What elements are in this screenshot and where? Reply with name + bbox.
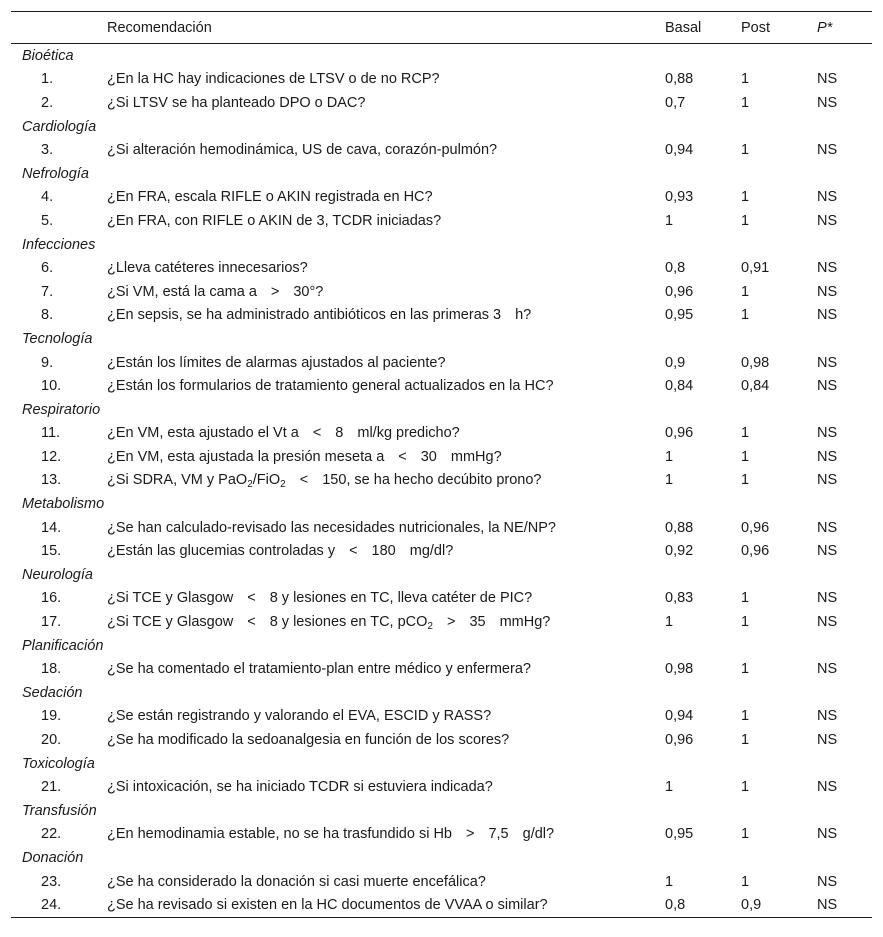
category-row xyxy=(11,634,872,658)
row-number: 2. xyxy=(41,94,54,111)
row-number: 9. xyxy=(41,354,54,371)
row-number: 5. xyxy=(41,212,54,229)
row-number: 6. xyxy=(41,260,54,277)
category-row xyxy=(11,162,872,186)
table-row xyxy=(11,893,872,917)
table-row xyxy=(11,610,872,634)
recommendation-text: ¿Lleva catéteres innecesarios? xyxy=(107,260,308,277)
post-value: 1 xyxy=(741,614,750,631)
subscript: 2 xyxy=(247,479,253,491)
table-row xyxy=(11,445,872,469)
p-value: NS xyxy=(817,448,838,465)
p-value: NS xyxy=(817,472,838,489)
recommendation-text: ¿Están los límites de alarmas ajustados al paciente? xyxy=(107,354,446,371)
recommendation-text: ¿En FRA, escala RIFLE o AKIN registrada en HC? xyxy=(107,189,433,206)
basal-value: 0,96 xyxy=(665,732,694,749)
text-part: mg/dl? xyxy=(409,543,454,560)
table-body xyxy=(11,44,872,918)
p-value: NS xyxy=(817,283,838,300)
p-value: NS xyxy=(817,826,838,843)
basal-value: 0,9 xyxy=(665,354,686,371)
text-part: g/dl? xyxy=(522,826,555,843)
row-number: 19. xyxy=(41,708,62,725)
recommendation-text: ¿Están los formularios de tratamiento general actualizados en la HC? xyxy=(107,378,554,395)
row-number: 12. xyxy=(41,448,62,465)
text-part: < xyxy=(312,425,322,442)
header-post: Post xyxy=(741,19,771,36)
text-part: ¿Si SDRA, VM y PaO xyxy=(107,472,248,489)
post-value: 1 xyxy=(741,661,750,678)
p-value: NS xyxy=(817,897,838,914)
p-value: NS xyxy=(817,94,838,111)
table-row xyxy=(11,374,872,398)
header-recommendation: Recomendación xyxy=(107,19,212,36)
row-number: 23. xyxy=(41,873,62,890)
category-row xyxy=(11,799,872,823)
text-part: < xyxy=(299,472,309,489)
table-container xyxy=(11,11,872,918)
post-value: 1 xyxy=(741,873,750,890)
post-value: 1 xyxy=(741,826,750,843)
text-part: 8 xyxy=(335,425,344,442)
post-value: 1 xyxy=(741,425,750,442)
p-value: NS xyxy=(817,307,838,324)
row-number: 14. xyxy=(41,519,62,536)
recommendation-text: ¿Si intoxicación, se ha iniciado TCDR si estuviera indicada? xyxy=(107,779,493,796)
recommendations-table xyxy=(11,11,872,918)
text-part: mmHg? xyxy=(450,448,502,465)
post-value: 1 xyxy=(741,448,750,465)
table-row xyxy=(11,422,872,446)
post-value: 1 xyxy=(741,472,750,489)
p-value: NS xyxy=(817,142,838,159)
category-label: Nefrología xyxy=(22,165,89,182)
basal-value: 0,94 xyxy=(665,142,694,159)
post-value: 1 xyxy=(741,212,750,229)
category-row xyxy=(11,492,872,516)
text-part: ¿Si TCE y Glasgow xyxy=(107,614,234,631)
row-number: 3. xyxy=(41,142,54,159)
basal-value: 0,83 xyxy=(665,590,694,607)
row-number: 10. xyxy=(41,378,62,395)
subscript: 2 xyxy=(280,479,286,491)
p-value: NS xyxy=(817,260,838,277)
category-label: Transfusión xyxy=(22,802,97,819)
post-value: 0,98 xyxy=(741,354,770,371)
table-row xyxy=(11,68,872,92)
post-value: 1 xyxy=(741,189,750,206)
category-label: Metabolismo xyxy=(22,496,105,513)
text-part: > xyxy=(270,283,280,300)
recommendation-text: ¿Se ha comentado el tratamiento-plan entre médico y enfermera? xyxy=(107,661,531,678)
row-number: 24. xyxy=(41,897,62,914)
p-value: NS xyxy=(817,71,838,88)
table-row xyxy=(11,516,872,540)
basal-value: 0,95 xyxy=(665,307,694,324)
p-value: NS xyxy=(817,590,838,607)
basal-value: 0,96 xyxy=(665,425,694,442)
p-value: NS xyxy=(817,708,838,725)
recommendation-text xyxy=(107,823,665,847)
table-row xyxy=(11,657,872,681)
basal-value: 0,93 xyxy=(665,189,694,206)
p-value: NS xyxy=(817,425,838,442)
recommendation-text: ¿Se están registrando y valorando el EVA, ESCID y RASS? xyxy=(107,708,492,725)
category-label: Cardiología xyxy=(22,118,97,135)
table-row xyxy=(11,870,872,894)
table-row xyxy=(11,728,872,752)
header-basal: Basal xyxy=(665,19,702,36)
p-value: NS xyxy=(817,543,838,560)
row-number: 1. xyxy=(41,71,54,88)
category-row xyxy=(11,398,872,422)
post-value: 1 xyxy=(741,779,750,796)
basal-value: 1 xyxy=(665,779,674,796)
text-part: < xyxy=(349,543,358,560)
table-row xyxy=(11,304,872,328)
post-value: 0,9 xyxy=(741,897,762,914)
table-row xyxy=(11,280,872,304)
text-part: 7,5 xyxy=(488,826,509,843)
category-label: Respiratorio xyxy=(22,401,101,418)
category-label: Bioética xyxy=(22,47,74,64)
post-value: 1 xyxy=(741,94,750,111)
post-value: 1 xyxy=(741,71,750,88)
table-row xyxy=(11,138,872,162)
basal-value: 0,88 xyxy=(665,519,694,536)
post-value: 1 xyxy=(741,590,750,607)
text-part: 150, se ha hecho decúbito prono? xyxy=(322,472,542,489)
category-row xyxy=(11,563,872,587)
recommendation-text xyxy=(107,610,665,634)
text-part: ¿En VM, esta ajustado el Vt a xyxy=(107,425,299,442)
category-label: Sedación xyxy=(22,684,83,701)
basal-value: 0,94 xyxy=(665,708,694,725)
row-number: 13. xyxy=(41,472,62,489)
category-row xyxy=(11,233,872,257)
text-part: ml/kg predicho? xyxy=(357,425,460,442)
post-value: 1 xyxy=(741,732,750,749)
row-number: 8. xyxy=(41,307,54,324)
post-value: 1 xyxy=(741,142,750,159)
recommendation-text xyxy=(107,539,665,563)
recommendation-text: ¿Si alteración hemodinámica, US de cava, corazón-pulmón? xyxy=(107,142,498,159)
table-row xyxy=(11,256,872,280)
basal-value: 0,96 xyxy=(665,283,694,300)
p-value: NS xyxy=(817,873,838,890)
recommendation-text: ¿Se ha considerado la donación si casi muerte encefálica? xyxy=(107,873,486,890)
category-row xyxy=(11,846,872,870)
category-row xyxy=(11,327,872,351)
category-row xyxy=(11,681,872,705)
text-part: 8 y lesiones en TC, lleva catéter de PIC? xyxy=(269,590,533,607)
basal-value: 1 xyxy=(665,614,674,631)
text-part: > xyxy=(446,614,456,631)
category-row xyxy=(11,44,872,68)
text-part: ¿Si TCE y Glasgow xyxy=(107,590,234,607)
table-row xyxy=(11,209,872,233)
table-row xyxy=(11,775,872,799)
row-number: 4. xyxy=(41,189,54,206)
basal-value: 1 xyxy=(665,448,674,465)
row-number: 11. xyxy=(41,425,61,442)
post-value: 0,91 xyxy=(741,260,770,277)
p-value: NS xyxy=(817,661,838,678)
p-value: NS xyxy=(817,519,838,536)
row-number: 22. xyxy=(41,826,62,843)
post-value: 1 xyxy=(741,283,750,300)
p-value: NS xyxy=(817,354,838,371)
p-value: NS xyxy=(817,779,838,796)
text-part: 30°? xyxy=(293,283,324,300)
p-value: NS xyxy=(817,378,838,395)
row-number: 7. xyxy=(41,283,54,300)
table-row xyxy=(11,186,872,210)
post-value: 0,96 xyxy=(741,543,770,560)
basal-value: 1 xyxy=(665,212,674,229)
text-part: ¿Están las glucemias controladas y xyxy=(107,543,336,560)
recommendation-text: ¿En la HC hay indicaciones de LTSV o de no RCP? xyxy=(107,71,440,88)
recommendation-text: ¿Se ha revisado si existen en la HC documentos de VVAA o similar? xyxy=(107,897,548,914)
text-part: 180 xyxy=(371,543,396,560)
recommendation-text xyxy=(107,587,665,611)
table-row xyxy=(11,539,872,563)
text-part: < xyxy=(247,614,256,631)
basal-value: 1 xyxy=(665,873,674,890)
basal-value: 0,8 xyxy=(665,260,686,277)
row-number: 20. xyxy=(41,732,62,749)
text-part: /FiO xyxy=(252,472,281,489)
p-value: NS xyxy=(817,614,838,631)
recommendation-text: ¿Se ha modificado la sedoanalgesia en función de los scores? xyxy=(107,732,510,749)
header-p-value: P* xyxy=(817,19,833,36)
text-part: mmHg? xyxy=(499,614,551,631)
text-part: ¿En sepsis, se ha administrado antibióticos en las primeras 3 xyxy=(107,307,502,324)
post-value: 1 xyxy=(741,708,750,725)
table-row xyxy=(11,587,872,611)
row-number: 17. xyxy=(41,614,62,631)
category-label: Infecciones xyxy=(22,236,96,253)
p-value: NS xyxy=(817,732,838,749)
text-part: 8 y lesiones en TC, pCO xyxy=(269,614,428,631)
table-row xyxy=(11,823,872,847)
text-part: ¿En VM, esta ajustada la presión meseta a xyxy=(107,448,385,465)
text-part: h? xyxy=(515,307,532,324)
basal-value: 0,8 xyxy=(665,897,686,914)
p-value: NS xyxy=(817,212,838,229)
text-part: ¿Si VM, está la cama a xyxy=(107,283,257,300)
row-number: 16. xyxy=(41,590,62,607)
basal-value: 0,84 xyxy=(665,378,694,395)
category-row xyxy=(11,115,872,139)
table-row xyxy=(11,705,872,729)
category-label: Planificación xyxy=(22,637,104,654)
category-label: Tecnología xyxy=(22,330,93,347)
recommendation-text: ¿Se han calculado-revisado las necesidades nutricionales, la NE/NP? xyxy=(107,519,556,536)
row-number: 15. xyxy=(41,543,62,560)
row-number: 21. xyxy=(41,779,62,796)
subscript: 2 xyxy=(427,621,433,633)
table-row xyxy=(11,469,872,493)
basal-value: 0,88 xyxy=(665,71,694,88)
recommendation-text xyxy=(107,469,665,493)
category-label: Neurología xyxy=(22,566,93,583)
text-part: > xyxy=(465,826,475,843)
post-value: 0,96 xyxy=(741,519,770,536)
recommendation-text: ¿Si LTSV se ha planteado DPO o DAC? xyxy=(107,94,366,111)
basal-value: 0,92 xyxy=(665,543,694,560)
recommendation-text xyxy=(107,280,665,304)
recommendation-text: ¿En FRA, con RIFLE o AKIN de 3, TCDR iniciadas? xyxy=(107,212,442,229)
category-label: Toxicología xyxy=(22,755,95,772)
recommendation-text xyxy=(107,445,665,469)
post-value: 1 xyxy=(741,307,750,324)
recommendation-text xyxy=(107,422,665,446)
row-number: 18. xyxy=(41,661,62,678)
basal-value: 1 xyxy=(665,472,674,489)
basal-value: 0,7 xyxy=(665,94,686,111)
table-row xyxy=(11,351,872,375)
text-part: 35 xyxy=(469,614,486,631)
basal-value: 0,95 xyxy=(665,826,694,843)
category-row xyxy=(11,752,872,776)
recommendation-text xyxy=(107,304,665,328)
text-part: ¿En hemodinamia estable, no se ha trasfundido si Hb xyxy=(107,826,452,843)
category-label: Donación xyxy=(22,849,84,866)
post-value: 0,84 xyxy=(741,378,770,395)
header-number xyxy=(11,12,107,44)
table-header-row xyxy=(11,12,872,44)
text-part: < xyxy=(247,590,256,607)
p-value: NS xyxy=(817,189,838,206)
text-part: < xyxy=(398,448,407,465)
text-part: 30 xyxy=(420,448,437,465)
basal-value: 0,98 xyxy=(665,661,694,678)
table-row xyxy=(11,91,872,115)
